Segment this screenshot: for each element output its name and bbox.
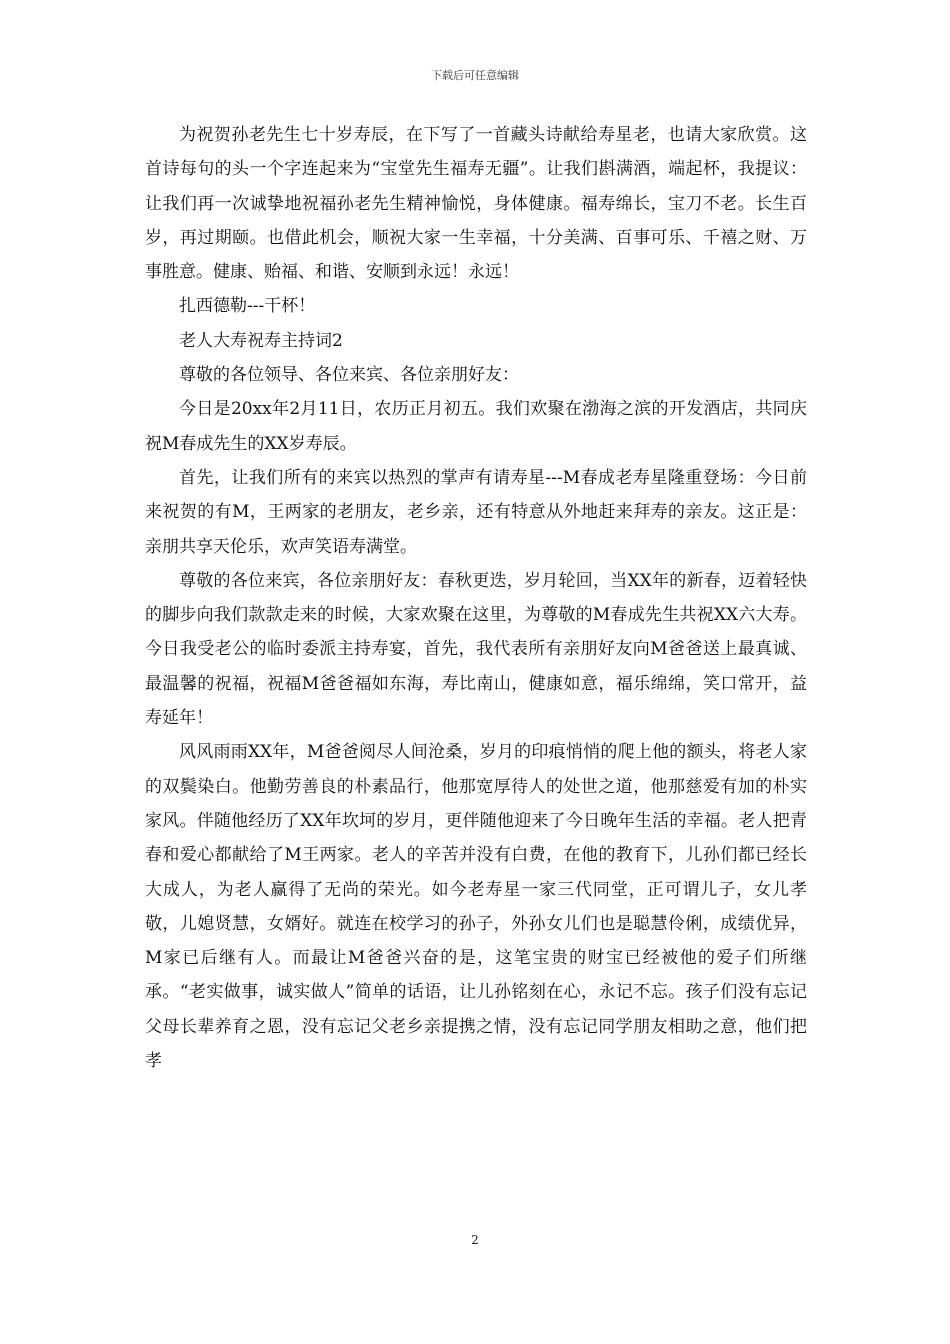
page-header: 下载后可任意编辑 xyxy=(431,69,519,82)
paragraph: 为祝贺孙老先生七十岁寿辰，在下写了一首藏头诗献给寿星老，也请大家欣赏。这首诗每句的头一个字连起来为“宝堂先生福寿无疆”。让我们斟满酒，端起杯，我提议：让我们再一次诚挚地祝福孙老先生精神愉悦，身体健康。福寿绵长，宝刀不老。长生百岁，再过期颐。也借此机会，顺祝大家一生幸福，十分美满、百事可乐、千禧之财、万事胜意。健康、贻福、和谐、安顺到永远！永远！ xyxy=(145,125,807,283)
paragraph: 今日是20xx年2月11日，农历正月初五。我们欢聚在渤海之滨的开发酒店，共同庆祝M春成先生的XX岁寿辰。 xyxy=(145,399,807,454)
paragraph: 尊敬的各位来宾，各位亲朋好友：春秋更迭，岁月轮回，当XX年的新春，迈着轻快的脚步向我们款款走来的时候，大家欢聚在这里，为尊敬的M春成先生共祝XX六大寿。今日我受老公的临时委派主持寿宴，首先，我代表所有亲朋好友向M爸爸送上最真诚、最温馨的祝福，祝福M爸爸福如东海，寿比南山，健康如意，福乐绵绵，笑口常开，益寿延年！ xyxy=(145,570,807,729)
paragraph: 风风雨雨XX年，M爸爸阅尽人间沧桑，岁月的印痕悄悄的爬上他的额头，将老人家的双鬓染白。他勤劳善良的朴素品行，他那宽厚待人的处世之道，他那慈爱有加的朴实家风。伴随他经历了XX年坎坷的岁月，更伴随他迎来了今日晚年生活的幸福。老人把青春和爱心都献给了M王两家。老人的辛苦并没有白费，在他的教育下，儿孙们都已经长大成人，为老人赢得了无尚的荣光。如今老寿星一家三代同堂，正可谓儿子，女儿孝敬，儿媳贤慧，女婿好。就连在校学习的孙子，外孙女儿们也是聪慧伶俐，成绩优异，M家已后继有人。而最让M爸爸兴奋的是，这笔宝贵的财宝已经被他的爱子们所继承。“老实做事，诚实做人”简单的话语，让儿孙铭刻在心，永记不忘。孩子们没有忘记父母长辈养育之恩，没有忘记父老乡亲提携之情，没有忘记同学朋友相助之意，他们把孝 xyxy=(145,742,807,1072)
paragraph: 首先，让我们所有的来宾以热烈的掌声有请寿星---M春成老寿星隆重登场：今日前来祝贺的有M，王两家的老朋友，老乡亲，还有特意从外地赶来拜寿的亲友。这正是：亲朋共享天伦乐，欢声笑语寿满堂。 xyxy=(145,467,807,557)
salutation: 尊敬的各位领导、各位来宾、各位亲朋好友： xyxy=(179,365,519,386)
document-body xyxy=(145,118,807,1078)
paragraph: 扎西德勒---干杯！ xyxy=(179,296,316,317)
section-title: 老人大寿祝寿主持词2 xyxy=(179,330,343,351)
page-number: 2 xyxy=(471,1233,479,1247)
